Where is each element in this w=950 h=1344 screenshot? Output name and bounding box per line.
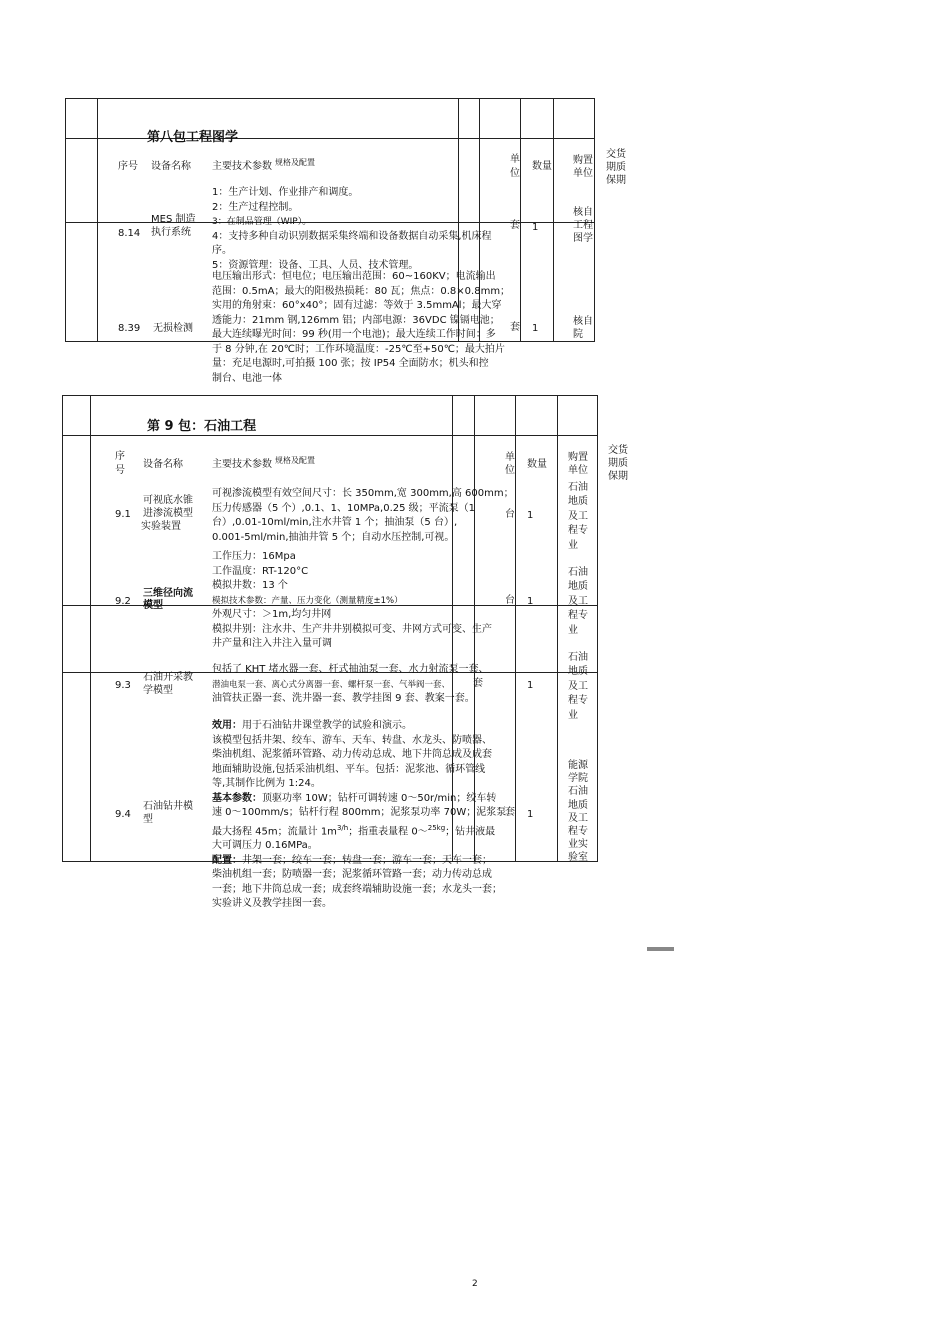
buyer-line: 程专 bbox=[568, 610, 588, 622]
buyer-line: 业 bbox=[568, 539, 578, 551]
config-label: 配置： bbox=[212, 854, 242, 866]
spec-line: 2：生产过程控制。 bbox=[212, 201, 299, 213]
buyer-line: 学院 bbox=[568, 773, 588, 785]
row-8-39-name: 无损检测 bbox=[153, 323, 193, 334]
row-9-4-spec bbox=[212, 719, 506, 912]
s8-header-delivery-1: 交货 bbox=[606, 149, 626, 160]
effect-text: 用于石油钻井课堂教学的试验和演示。 bbox=[242, 720, 412, 731]
buyer-line: 程专 bbox=[568, 695, 588, 707]
row-9-3-qty: 1 bbox=[527, 680, 534, 691]
s9-header-divider bbox=[62, 435, 597, 436]
spec-line: 地面辅助设施,包括采油机组、平车。包括：泥浆池、循环管线 bbox=[212, 763, 486, 775]
basic-line-2: 速 0～100mm/s；钻杆行程 800mm；泥浆泵功率 70W；泥浆泵 bbox=[212, 807, 507, 818]
buyer-line: 地质 bbox=[568, 666, 588, 678]
buyer-line: 石油 bbox=[568, 652, 588, 663]
spec-line: 井产量和注入井注入量可调 bbox=[212, 638, 332, 649]
row-9-1-buyer bbox=[568, 481, 588, 553]
buyer-line: 及工 bbox=[568, 510, 588, 522]
s9-vline-0 bbox=[62, 395, 63, 862]
basic-text-3c: ；钻井液最 bbox=[445, 825, 496, 837]
row-9-4-no: 9.4 bbox=[115, 809, 131, 820]
buyer-line: 及工 bbox=[568, 812, 588, 824]
buyer-line: 及工 bbox=[568, 680, 588, 692]
buyer-line: 石油 bbox=[568, 482, 588, 493]
row-9-3-unit: 套 bbox=[473, 678, 483, 689]
spec-line: 于 8 分钟,在 20℃时；工作环境温度：-25℃至+50℃；最大拍片 bbox=[212, 343, 505, 355]
spec-line: 量：充足电源时,可拍摄 100 张；按 IP54 全面防水；机头和控 bbox=[212, 358, 489, 369]
buyer-line: 石油 bbox=[568, 567, 588, 578]
buyer-line: 程专 bbox=[568, 525, 588, 537]
s9-header-spec-suffix: 规格及配置 bbox=[275, 456, 315, 465]
row-9-2-qty: 1 bbox=[527, 596, 534, 607]
s9-header-unit-2: 位 bbox=[505, 465, 515, 476]
row-9-4-buyer bbox=[568, 759, 588, 865]
row-8-14-name-1: MES 制造 bbox=[151, 214, 196, 225]
row-9-4-unit: 套 bbox=[505, 807, 515, 818]
section9-title: 第 9 包：石油工程 bbox=[147, 419, 257, 434]
page-number: 2 bbox=[472, 1279, 478, 1289]
spec-line: 实用的角射束：60°x40°；固有过滤：等效于 3.5mmAl；最大穿 bbox=[212, 300, 502, 311]
row-9-2-no: 9.2 bbox=[115, 596, 131, 607]
row-9-1-name-3: 实验装置 bbox=[141, 521, 181, 532]
row-8-39-buyer-1: 核自 bbox=[573, 316, 593, 327]
buyer-line: 能源 bbox=[568, 760, 588, 771]
s9-header-buyer-1: 购置 bbox=[568, 452, 588, 463]
spec-line: 工作压力：16Mpa bbox=[212, 551, 296, 562]
spec-line: 序。 bbox=[212, 245, 232, 256]
spec-line: 1：生产计划、作业排产和调度。 bbox=[212, 187, 359, 198]
spec-line: 包括了 KHT 堵水器一套、杆式抽油泵一套、水力射流泵一套、 bbox=[212, 664, 489, 675]
s8-vline-1 bbox=[97, 98, 98, 342]
row-9-1-unit: 台 bbox=[505, 509, 515, 520]
row-9-1-qty: 1 bbox=[527, 510, 534, 521]
row-9-3-spec bbox=[212, 663, 489, 707]
row-8-14-spec bbox=[212, 186, 492, 273]
s8-vline-6 bbox=[594, 98, 595, 342]
s8-header-divider bbox=[65, 138, 594, 139]
row-9-2-name-1: 三维径向流 bbox=[143, 588, 193, 599]
row-8-39-no: 8.39 bbox=[118, 323, 141, 334]
spec-line: 潜油电泵一套、离心式分离器一套、螺杆泵一套、气举阀一套、 bbox=[212, 679, 451, 690]
buyer-line: 业实 bbox=[568, 839, 588, 851]
s8-vline-4 bbox=[520, 98, 521, 342]
s8-header-buyer-2: 单位 bbox=[573, 168, 593, 179]
config-line-1 bbox=[212, 854, 506, 869]
s9-vline-4 bbox=[515, 395, 516, 862]
s8-vline-5 bbox=[553, 98, 554, 342]
basic-text-3b: ；指重表量程 0～ bbox=[348, 825, 428, 837]
config-line-2: 柴油机组一套；防喷器一套；泥浆循环管路一套；动力传动总成 bbox=[212, 869, 492, 881]
s9-top-border bbox=[62, 395, 597, 396]
s9-vline-6 bbox=[597, 395, 598, 862]
effect-line bbox=[212, 719, 506, 734]
buyer-line: 业 bbox=[568, 709, 578, 721]
spec-line: 电压输出形式：恒电位；电压输出范围：60~160KV；电流输出 bbox=[212, 271, 496, 282]
s9-header-delivery-1: 交货 bbox=[608, 445, 628, 456]
spec-line: 该模型包括井架、绞车、游车、天车、转盘、水龙头、防喷器、 bbox=[212, 734, 492, 746]
s9-header-delivery-3: 保期 bbox=[608, 471, 628, 482]
buyer-line: 地质 bbox=[568, 581, 588, 593]
spec-line: 模拟技术参数：产量、压力变化（测量精度±1%） bbox=[212, 595, 403, 606]
spec-line: 0.001-5ml/min,抽油井管 5 个；自动水压控制,可视。 bbox=[212, 531, 455, 543]
buyer-line: 业 bbox=[568, 624, 578, 636]
buyer-line: 石油 bbox=[568, 786, 588, 798]
s9-vline-1 bbox=[90, 395, 91, 862]
row-9-2-spec bbox=[212, 550, 492, 652]
row-8-39-spec bbox=[212, 270, 510, 386]
row-8-14-name-2: 执行系统 bbox=[151, 227, 191, 238]
buyer-line: 验室 bbox=[568, 852, 588, 864]
row-8-39-buyer-2: 院 bbox=[573, 329, 583, 340]
s8-header-buyer-1: 购置 bbox=[573, 155, 593, 166]
row-9-4-qty: 1 bbox=[527, 809, 534, 820]
s8-header-spec bbox=[212, 157, 315, 172]
row-9-3-no: 9.3 bbox=[115, 680, 131, 691]
s9-header-no-1: 序 bbox=[115, 451, 125, 462]
spec-line: 范围：0.5mA；最大的阳极热损耗：80 瓦；焦点：0.8×0.8mm； bbox=[212, 285, 511, 297]
s8-vline-0 bbox=[65, 98, 66, 342]
row-9-1-spec bbox=[212, 487, 514, 545]
spec-line: 4：支持多种自动识别数据采集终端和设备数据自动采集,机床程 bbox=[212, 230, 492, 242]
s8-header-spec-suffix: 规格及配置 bbox=[275, 158, 315, 167]
config-text-1: 井架一套；绞车一套；转盘一套；游车一套；天车一套； bbox=[242, 854, 492, 866]
config-line-4: 实验讲义及教学挂图一套。 bbox=[212, 898, 332, 910]
s9-header-no-2: 号 bbox=[115, 465, 125, 476]
basic-text-1: 顶驱功率 10W；钻杆可调转速 0～50r/min；绞车转 bbox=[262, 792, 497, 804]
spec-line: 外观尺寸：＞1m,均匀井网 bbox=[212, 609, 332, 620]
row-9-1-no: 9.1 bbox=[115, 509, 131, 520]
s8-header-delivery-2: 期质 bbox=[606, 162, 626, 173]
section8-title: 第八包工程图学 bbox=[147, 130, 239, 145]
spec-line: 透能力：21mm 钢,126mm 铝；内部电源：36VDC 镍镉电池； bbox=[212, 314, 500, 326]
s9-header-spec bbox=[212, 455, 315, 470]
spec-line: 台）,0.01-10ml/min,注水井管 1 个；抽油泵（5 台）, bbox=[212, 517, 458, 528]
row-8-14-buyer-2: 工程 bbox=[573, 220, 593, 231]
s9-header-spec-main: 主要技术参数 bbox=[212, 459, 272, 470]
row-8-14-buyer-1: 核自 bbox=[573, 207, 593, 218]
s9-header-unit-1: 单 bbox=[505, 452, 515, 463]
spec-line: 3：在制品管理（WIP）。 bbox=[212, 217, 312, 227]
s8-header-unit-1: 单 bbox=[510, 154, 520, 165]
row-8-14-unit: 套 bbox=[510, 220, 520, 231]
spec-line: 油管扶正器一套、洗井器一套、教学挂图 9 套、教案一套。 bbox=[212, 693, 475, 704]
row-9-2-buyer bbox=[568, 566, 588, 638]
basic-line-3 bbox=[212, 821, 506, 840]
s9-header-delivery-2: 期质 bbox=[608, 458, 628, 469]
basic-line-1 bbox=[212, 792, 506, 807]
s9-vline-5 bbox=[557, 395, 558, 862]
basic-sup-2: 25kg bbox=[427, 823, 446, 832]
s8-top-border bbox=[65, 98, 594, 99]
row-8-14-no: 8.14 bbox=[118, 228, 141, 239]
spec-line: 压力传感器（5 个）,0.1、1、10MPa,0.25 级；平流泵（1 bbox=[212, 502, 476, 514]
s8-header-name: 设备名称 bbox=[151, 161, 191, 172]
row-9-2-name-2: 模型 bbox=[143, 600, 163, 611]
row-9-1-name-1: 可视底水锥 bbox=[143, 495, 193, 506]
buyer-line: 地质 bbox=[568, 799, 588, 811]
effect-label: 效用： bbox=[212, 720, 242, 731]
config-line-3: 一套；地下井筒总成一套；成套终端辅助设施一套；水龙头一套； bbox=[212, 883, 502, 895]
gray-mark bbox=[647, 947, 674, 951]
row-9-2-unit: 台 bbox=[505, 595, 515, 606]
row-8-14-buyer-3: 图学 bbox=[573, 233, 593, 244]
spec-line: 模拟井别：注水井、生产井井别模拟可变、井网方式可变、生产 bbox=[212, 623, 492, 635]
basic-line-4: 大可调压力 0.16MPa。 bbox=[212, 840, 318, 852]
s9-header-qty: 数量 bbox=[527, 459, 547, 470]
row-9-1-name-2: 进渗流模型 bbox=[143, 508, 193, 519]
row-9-4-name-2: 型 bbox=[143, 814, 153, 825]
row-9-3-name-1: 石油开采教 bbox=[143, 672, 193, 683]
spec-line: 5：资源管理：设备、工具、人员、技术管理。 bbox=[212, 259, 419, 271]
s8-header-unit-2: 位 bbox=[510, 168, 520, 179]
s8-header-qty: 数量 bbox=[532, 161, 552, 172]
spec-line: 工作温度：RT-120°C bbox=[212, 565, 309, 577]
basic-sup-1: 3/h bbox=[336, 823, 349, 832]
row-8-14-qty: 1 bbox=[532, 222, 539, 233]
s8-header-delivery-3: 保期 bbox=[606, 175, 626, 186]
row-8-39-unit: 套 bbox=[510, 322, 520, 333]
spec-line: 模拟井数：13 个 bbox=[212, 580, 288, 591]
s8-header-spec-main: 主要技术参数 bbox=[212, 161, 272, 172]
s9-header-buyer-2: 单位 bbox=[568, 465, 588, 476]
spec-line: 可视渗流模型有效空间尺寸：长 350mm,宽 300mm,高 600mm； bbox=[212, 488, 514, 499]
row-8-39-qty: 1 bbox=[532, 323, 539, 334]
basic-label: 基本参数： bbox=[212, 792, 262, 804]
row-9-3-name-2: 学模型 bbox=[143, 685, 173, 696]
spec-line: 柴油机组、泥浆循环管路、动力传动总成、地下井筒总成及成套 bbox=[212, 749, 492, 760]
buyer-line: 地质 bbox=[568, 496, 588, 508]
buyer-line: 及工 bbox=[568, 595, 588, 607]
basic-text-3a: 最大扬程 45m；流量计 1m bbox=[212, 825, 337, 837]
s8-header-no: 序号 bbox=[118, 161, 138, 172]
s9-header-name: 设备名称 bbox=[143, 459, 183, 470]
row-9-3-buyer bbox=[568, 651, 588, 723]
spec-line: 最大连续曝光时间：99 秒(用一个电池)；最大连续工作时间：多 bbox=[212, 329, 496, 340]
spec-line: 等,其制作比例为 1:24。 bbox=[212, 778, 321, 789]
buyer-line: 程专 bbox=[568, 826, 588, 838]
row-9-4-name-1: 石油钻井模 bbox=[143, 801, 193, 812]
spec-line: 制台、电池一体 bbox=[212, 372, 282, 384]
